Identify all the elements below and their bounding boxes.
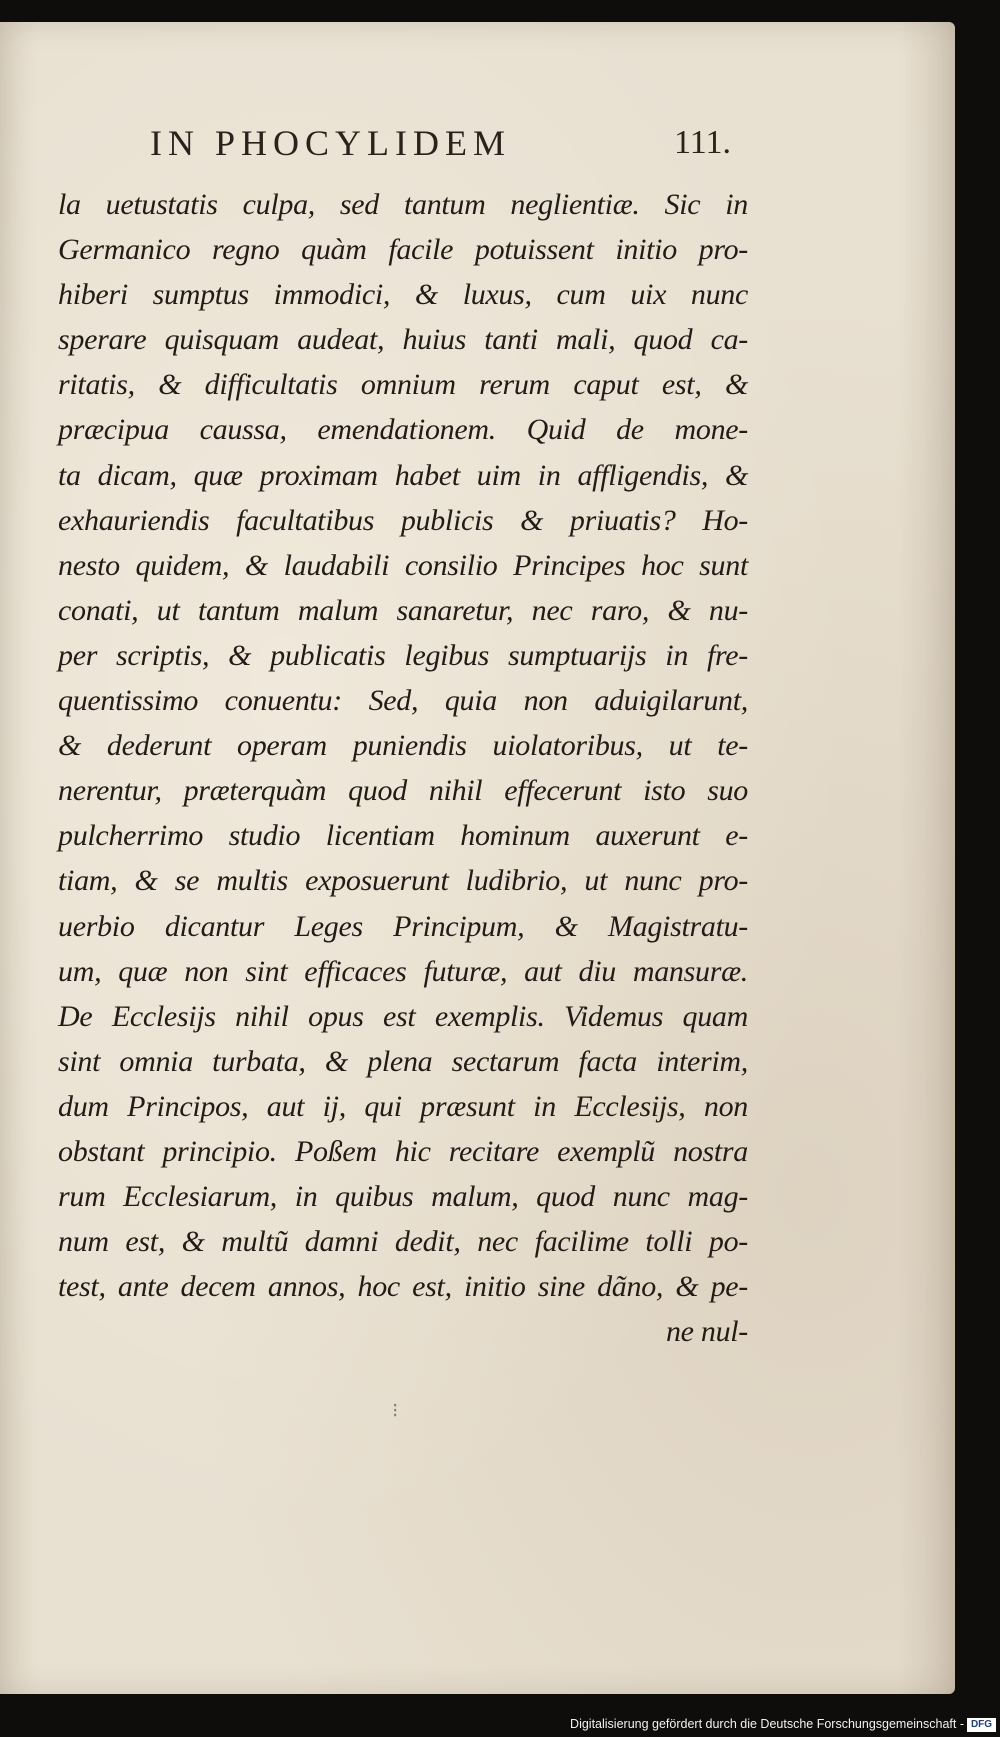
running-title: IN PHOCYLIDEM <box>150 123 511 163</box>
text-line: per scriptis, & publicatis legibus sumptuarijs in fre- <box>58 638 748 672</box>
text-line: test, ante decem annos, hoc est, initio sine dãno, & pe- <box>58 1270 748 1304</box>
text-line: conati, ut tantum malum sanaretur, nec raro, & nu- <box>58 593 748 627</box>
text-line: hiberi sumptus immodici, & luxus, cum uix nunc <box>58 278 748 312</box>
text-line: nesto quidem, & laudabili consilio Principes hoc sunt <box>58 548 748 582</box>
text-line: obstant principio. Poßem hic recitare exemplũ nostra <box>58 1134 748 1168</box>
dfg-logo: DFG <box>967 1718 996 1732</box>
digitization-credit: Digitalisierung gefördert durch die Deutsche Forschungsgemeinschaft - <box>570 1717 964 1731</box>
text-line: uerbio dicantur Leges Principum, & Magistratu- <box>58 909 748 943</box>
text-line: um, quæ non sint efficaces futuræ, aut diu mansuræ. <box>58 954 748 988</box>
text-line: la uetustatis culpa, sed tantum neglientiæ. Sic in <box>58 188 748 221</box>
text-line: quentissimo conuentu: Sed, quia non aduigilarunt, <box>58 684 748 718</box>
page-number: 111. <box>674 124 731 161</box>
book-page <box>0 22 955 1694</box>
text-line: tiam, & se multis exposuerunt ludibrio, ut nunc pro- <box>58 864 748 898</box>
text-line: præcipua caussa, emendationem. Quid de mone- <box>58 413 748 447</box>
body-text <box>58 182 748 1354</box>
text-line: De Ecclesijs nihil opus est exemplis. Videmus quam <box>58 999 748 1033</box>
text-line: ritatis, & difficultatis omnium rerum caput est, & <box>58 368 748 402</box>
text-line: exhauriendis facultatibus publicis & priuatis? Ho- <box>58 503 748 537</box>
text-line: num est, & multũ damni dedit, nec facilime tolli po- <box>58 1225 748 1259</box>
text-line: & dederunt operam puniendis uiolatoribus, ut te- <box>58 729 748 763</box>
text-line: sint omnia turbata, & plena sectarum facta interim, <box>58 1044 748 1078</box>
text-line: rum Ecclesiarum, in quibus malum, quod nunc mag- <box>58 1180 748 1214</box>
text-line: dum Principos, aut ij, qui præsunt in Ecclesijs, non <box>58 1089 748 1123</box>
text-line: pulcherrimo studio licentiam hominum auxerunt e- <box>58 819 748 853</box>
text-line: Germanico regno quàm facile potuissent initio pro- <box>58 233 748 267</box>
text-line: sperare quisquam audeat, huius tanti mali, quod ca- <box>58 323 748 357</box>
text-line: nerentur, præterquàm quod nihil effecerunt isto suo <box>58 774 748 808</box>
stray-ink-mark: ⁝ <box>392 1400 399 1422</box>
text-line: ta dicam, quæ proximam habet uim in affligendis, & <box>58 458 748 492</box>
text-line: ne nul- <box>665 1315 748 1349</box>
